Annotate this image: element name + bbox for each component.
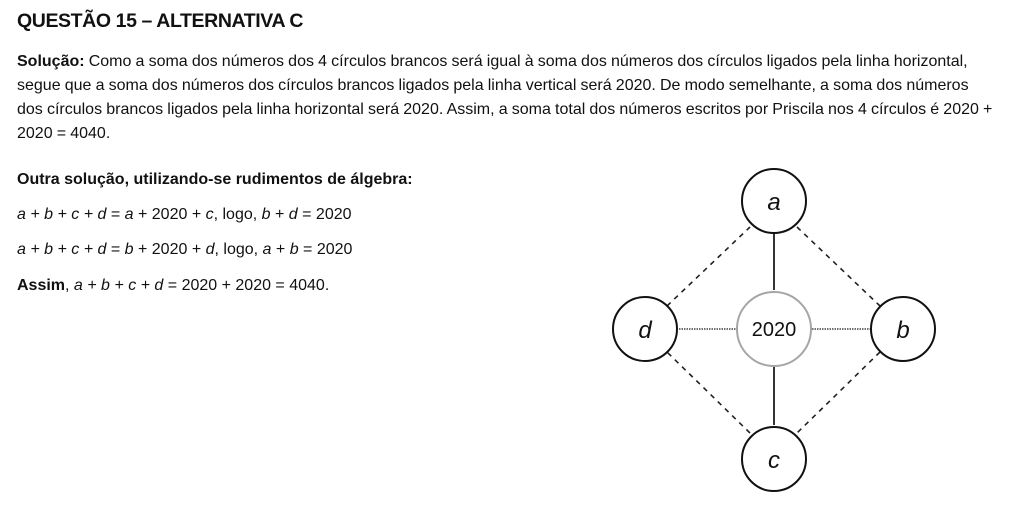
eq2-rhs-var2: d xyxy=(205,241,215,258)
eq2-rhs-var1: b xyxy=(124,241,134,258)
question-title: QUESTÃO 15 – ALTERNATIVA C xyxy=(17,10,304,32)
circle-center-label: 2020 xyxy=(751,319,797,341)
eq2-rhs-number: + 2020 + xyxy=(133,241,206,258)
eq1-result-value: = 2020 xyxy=(297,206,352,223)
conclusion-value: = 2020 + 2020 = 4040. xyxy=(163,277,330,294)
dashed-edge-top-right xyxy=(797,227,880,306)
eq2-result-value: = 2020 xyxy=(298,241,353,258)
dashed-edge-left-top xyxy=(667,227,750,306)
conclusion-separator: , xyxy=(65,277,74,294)
solution-label: Solução: xyxy=(17,53,85,70)
eq1-equals: = xyxy=(106,206,125,223)
eq2-equals: = xyxy=(106,241,125,258)
eq2-result-var1: a xyxy=(262,241,272,258)
eq1-rhs-number: + 2020 + xyxy=(133,206,206,223)
circle-top-label: a xyxy=(767,189,781,216)
conclusion-vars: a + b + c + d xyxy=(73,277,164,294)
eq2-connector: , logo, xyxy=(214,241,263,258)
eq1-rhs-var2: c xyxy=(205,206,214,223)
eq1-result-var1: b xyxy=(261,206,271,223)
dashed-edge-bottom-left xyxy=(667,352,750,433)
alternative-solution-heading: Outra solução, utilizando-se rudimentos de álgebra: xyxy=(17,171,413,188)
circle-right-label: b xyxy=(896,317,910,344)
eq1-connector: , logo, xyxy=(213,206,262,223)
eq1-result-plus: + xyxy=(270,206,289,223)
eq1-result-var2: d xyxy=(288,206,298,223)
conclusion-label: Assim xyxy=(17,277,66,294)
eq1-rhs-var1: a xyxy=(124,206,134,223)
eq2-lhs: a + b + c + d xyxy=(17,241,107,258)
dashed-edge-right-bottom xyxy=(797,352,880,433)
circle-bottom-label: c xyxy=(768,447,780,474)
eq1-lhs: a + b + c + d xyxy=(17,206,107,223)
solution-text: Como a soma dos números dos 4 círculos brancos será igual à soma dos números dos círculos ligados pela linha horizontal, segue que a soma dos números dos círculos brancos ligados pela linha vertical será 2020. De modo semelhante, a soma dos números dos círculos brancos ligados pela linha horizontal será 2020. Assim, a soma total dos números escritos por Priscila nos 4 círculos é 2020 + 2020 = 4040. xyxy=(17,53,993,142)
eq2-result-var2: b xyxy=(289,241,299,258)
eq2-result-plus: + xyxy=(271,241,290,258)
circle-left-label: d xyxy=(638,317,652,344)
